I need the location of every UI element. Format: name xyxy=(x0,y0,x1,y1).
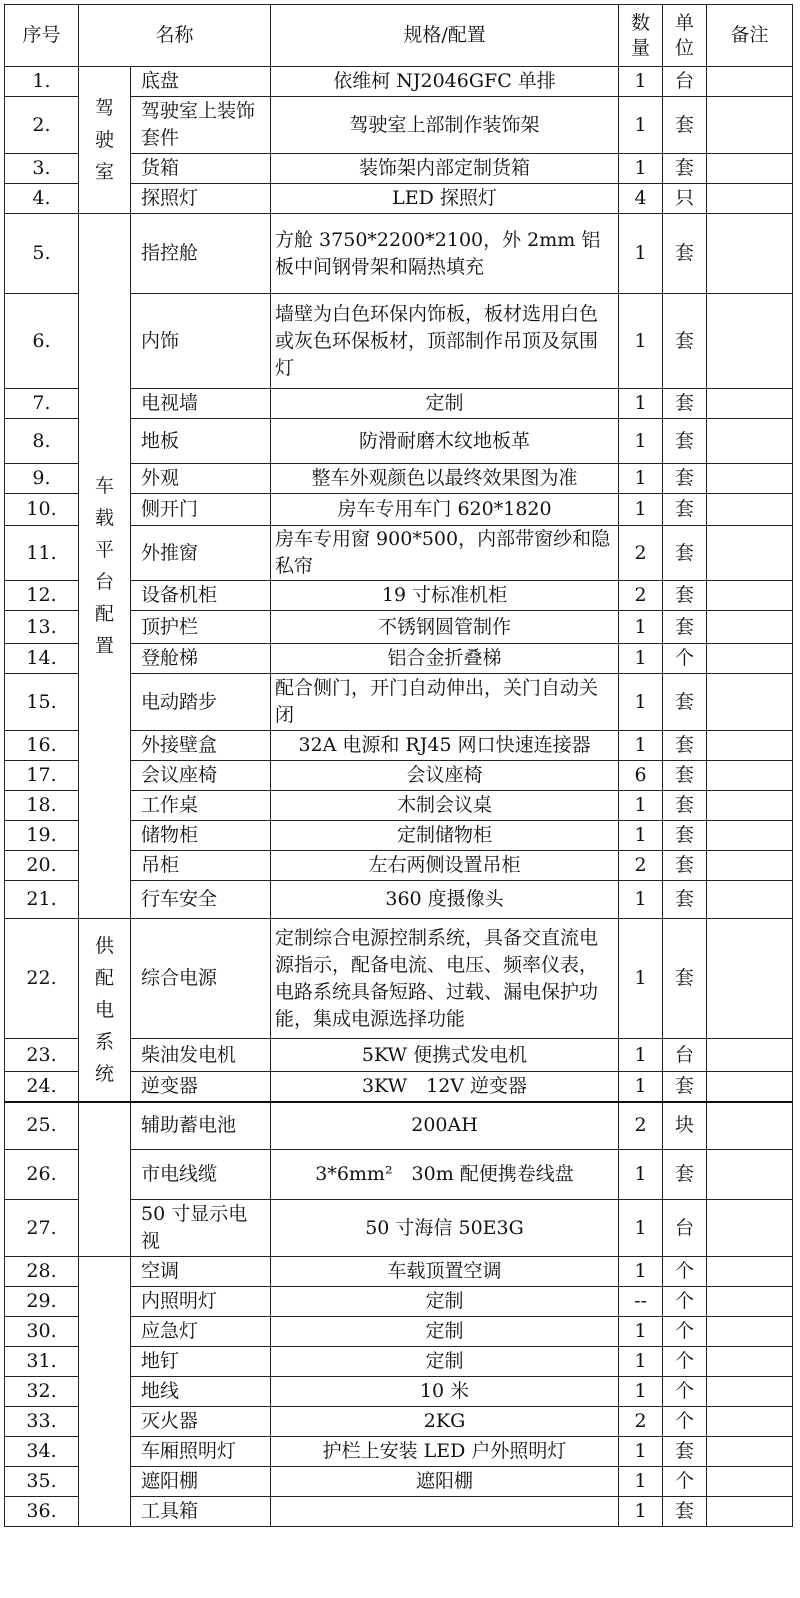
item-unit: 套 xyxy=(663,581,707,611)
item-note xyxy=(707,419,793,464)
item-name: 遮阳棚 xyxy=(131,1467,271,1497)
item-unit: 套 xyxy=(663,791,707,821)
item-spec: 防滑耐磨木纹地板革 xyxy=(271,419,619,464)
item-spec: 3KW 12V 逆变器 xyxy=(271,1072,619,1102)
equipment-spec-table xyxy=(4,4,793,1527)
item-quantity: 1 xyxy=(619,919,663,1039)
item-quantity: 1 xyxy=(619,1200,663,1257)
row-number: 24. xyxy=(5,1072,79,1102)
item-note xyxy=(707,1437,793,1467)
item-name: 驾驶室上装饰套件 xyxy=(131,97,271,154)
item-quantity: 1 xyxy=(619,419,663,464)
row-number: 1. xyxy=(5,67,79,97)
row-number: 20. xyxy=(5,851,79,881)
item-name: 货箱 xyxy=(131,154,271,184)
row-number: 6. xyxy=(5,294,79,389)
item-unit: 套 xyxy=(663,1150,707,1200)
item-name: 空调 xyxy=(131,1257,271,1287)
item-spec: 护栏上安装 LED 户外照明灯 xyxy=(271,1437,619,1467)
item-spec: 不锈钢圆管制作 xyxy=(271,611,619,644)
item-unit: 套 xyxy=(663,1072,707,1102)
item-spec: 房车专用车门 620*1820 xyxy=(271,494,619,526)
item-quantity: 4 xyxy=(619,184,663,214)
row-number: 13. xyxy=(5,611,79,644)
group-label: 驾驶室 xyxy=(94,97,114,183)
item-unit: 个 xyxy=(663,1347,707,1377)
item-spec: 定制 xyxy=(271,1317,619,1347)
item-spec: 5KW 便携式发电机 xyxy=(271,1039,619,1072)
item-note xyxy=(707,494,793,526)
item-name: 内照明灯 xyxy=(131,1287,271,1317)
item-unit: 台 xyxy=(663,67,707,97)
group-label: 车载平台配置 xyxy=(94,475,114,657)
item-note xyxy=(707,731,793,761)
table-row xyxy=(5,67,793,97)
row-number: 5. xyxy=(5,214,79,294)
item-name: 吊柜 xyxy=(131,851,271,881)
item-quantity: 1 xyxy=(619,214,663,294)
item-spec: 整车外观颜色以最终效果图为准 xyxy=(271,464,619,494)
item-unit: 只 xyxy=(663,184,707,214)
item-quantity: 1 xyxy=(619,464,663,494)
item-quantity: 1 xyxy=(619,294,663,389)
row-number: 2. xyxy=(5,97,79,154)
item-note xyxy=(707,821,793,851)
row-number: 9. xyxy=(5,464,79,494)
header-unit: 单位 xyxy=(663,5,707,67)
item-spec xyxy=(271,1497,619,1527)
item-quantity: 1 xyxy=(619,1150,663,1200)
item-spec: 遮阳棚 xyxy=(271,1467,619,1497)
item-name: 地板 xyxy=(131,419,271,464)
item-note xyxy=(707,611,793,644)
row-number: 23. xyxy=(5,1039,79,1072)
item-note xyxy=(707,1347,793,1377)
row-number: 10. xyxy=(5,494,79,526)
header-name: 名称 xyxy=(79,5,271,67)
item-unit: 套 xyxy=(663,674,707,731)
item-note xyxy=(707,1317,793,1347)
item-quantity: 1 xyxy=(619,389,663,419)
item-quantity: 1 xyxy=(619,1437,663,1467)
item-name: 市电线缆 xyxy=(131,1150,271,1200)
item-name: 外观 xyxy=(131,464,271,494)
item-unit: 块 xyxy=(663,1102,707,1150)
row-number: 33. xyxy=(5,1407,79,1437)
item-spec: 定制 xyxy=(271,1287,619,1317)
item-quantity: 1 xyxy=(619,791,663,821)
item-unit: 套 xyxy=(663,881,707,919)
item-name: 行车安全 xyxy=(131,881,271,919)
item-note xyxy=(707,881,793,919)
item-spec: 左右两侧设置吊柜 xyxy=(271,851,619,881)
item-spec: 依维柯 NJ2046GFC 单排 xyxy=(271,67,619,97)
item-unit: 套 xyxy=(663,389,707,419)
item-unit: 个 xyxy=(663,1407,707,1437)
item-unit: 套 xyxy=(663,97,707,154)
item-name: 底盘 xyxy=(131,67,271,97)
item-spec: 驾驶室上部制作装饰架 xyxy=(271,97,619,154)
row-number: 4. xyxy=(5,184,79,214)
item-unit: 套 xyxy=(663,1497,707,1527)
item-unit: 套 xyxy=(663,154,707,184)
item-quantity: 6 xyxy=(619,761,663,791)
row-number: 11. xyxy=(5,526,79,581)
table-row xyxy=(5,919,793,1039)
item-quantity: 1 xyxy=(619,97,663,154)
item-unit: 套 xyxy=(663,761,707,791)
item-quantity: 1 xyxy=(619,154,663,184)
item-unit: 套 xyxy=(663,214,707,294)
row-number: 26. xyxy=(5,1150,79,1200)
item-quantity: 1 xyxy=(619,674,663,731)
row-number: 32. xyxy=(5,1377,79,1407)
item-name: 工作桌 xyxy=(131,791,271,821)
item-name: 50 寸显示电视 xyxy=(131,1200,271,1257)
item-unit: 套 xyxy=(663,611,707,644)
item-spec: 墙壁为白色环保内饰板，板材选用白色或灰色环保板材，顶部制作吊顶及氛围灯 xyxy=(271,294,619,389)
item-quantity: 1 xyxy=(619,644,663,674)
item-name: 顶护栏 xyxy=(131,611,271,644)
item-unit: 台 xyxy=(663,1200,707,1257)
item-spec: 10 米 xyxy=(271,1377,619,1407)
item-note xyxy=(707,1407,793,1437)
item-quantity: 2 xyxy=(619,1407,663,1437)
row-number: 14. xyxy=(5,644,79,674)
item-name: 指控舱 xyxy=(131,214,271,294)
header-row xyxy=(5,5,793,67)
item-quantity: 1 xyxy=(619,1039,663,1072)
item-note xyxy=(707,67,793,97)
item-quantity: 1 xyxy=(619,821,663,851)
item-note xyxy=(707,1102,793,1150)
item-quantity: 1 xyxy=(619,67,663,97)
item-name: 应急灯 xyxy=(131,1317,271,1347)
row-number: 22. xyxy=(5,919,79,1039)
item-spec: 50 寸海信 50E3G xyxy=(271,1200,619,1257)
item-note xyxy=(707,791,793,821)
item-spec: 配合侧门，开门自动伸出，关门自动关闭 xyxy=(271,674,619,731)
item-name: 侧开门 xyxy=(131,494,271,526)
item-name: 探照灯 xyxy=(131,184,271,214)
item-unit: 个 xyxy=(663,1317,707,1347)
group-cell xyxy=(79,67,131,214)
row-number: 28. xyxy=(5,1257,79,1287)
header-note: 备注 xyxy=(707,5,793,67)
row-number: 19. xyxy=(5,821,79,851)
item-quantity: 1 xyxy=(619,1317,663,1347)
item-unit: 套 xyxy=(663,419,707,464)
item-note xyxy=(707,1039,793,1072)
item-unit: 个 xyxy=(663,1257,707,1287)
item-note xyxy=(707,644,793,674)
item-note xyxy=(707,1287,793,1317)
item-quantity: 2 xyxy=(619,851,663,881)
item-unit: 个 xyxy=(663,1377,707,1407)
item-note xyxy=(707,581,793,611)
item-note xyxy=(707,154,793,184)
item-name: 电动踏步 xyxy=(131,674,271,731)
row-number: 27. xyxy=(5,1200,79,1257)
item-quantity: 1 xyxy=(619,494,663,526)
item-unit: 套 xyxy=(663,464,707,494)
row-number: 15. xyxy=(5,674,79,731)
item-note xyxy=(707,526,793,581)
item-unit: 套 xyxy=(663,731,707,761)
row-number: 31. xyxy=(5,1347,79,1377)
item-spec: 定制储物柜 xyxy=(271,821,619,851)
item-spec: 19 寸标准机柜 xyxy=(271,581,619,611)
item-note xyxy=(707,464,793,494)
item-spec: 方舱 3750*2200*2100，外 2mm 铝板中间钢骨架和隔热填充 xyxy=(271,214,619,294)
item-unit: 个 xyxy=(663,1287,707,1317)
item-note xyxy=(707,1257,793,1287)
item-spec: 定制 xyxy=(271,389,619,419)
row-number: 16. xyxy=(5,731,79,761)
item-note xyxy=(707,761,793,791)
table-row xyxy=(5,214,793,294)
item-spec: 3*6mm² 30m 配便携卷线盘 xyxy=(271,1150,619,1200)
item-note xyxy=(707,184,793,214)
row-number: 34. xyxy=(5,1437,79,1467)
table-row xyxy=(5,1257,793,1287)
row-number: 8. xyxy=(5,419,79,464)
group-cell xyxy=(79,919,131,1102)
item-unit: 套 xyxy=(663,821,707,851)
group-cell xyxy=(79,1257,131,1527)
item-name: 车厢照明灯 xyxy=(131,1437,271,1467)
item-spec: 会议座椅 xyxy=(271,761,619,791)
item-spec: 2KG xyxy=(271,1407,619,1437)
item-note xyxy=(707,1200,793,1257)
table-row xyxy=(5,1102,793,1150)
item-name: 电视墙 xyxy=(131,389,271,419)
item-spec: 定制综合电源控制系统，具备交直流电源指示，配备电流、电压、频率仪表，电路系统具备短路、过载、漏电保护功能，集成电源选择功能 xyxy=(271,919,619,1039)
row-number: 12. xyxy=(5,581,79,611)
item-note xyxy=(707,389,793,419)
item-name: 辅助蓄电池 xyxy=(131,1102,271,1150)
item-note xyxy=(707,1377,793,1407)
item-note xyxy=(707,919,793,1039)
item-name: 灭火器 xyxy=(131,1407,271,1437)
row-number: 21. xyxy=(5,881,79,919)
item-name: 综合电源 xyxy=(131,919,271,1039)
item-name: 地钉 xyxy=(131,1347,271,1377)
item-unit: 台 xyxy=(663,1039,707,1072)
item-name: 储物柜 xyxy=(131,821,271,851)
item-spec: 木制会议桌 xyxy=(271,791,619,821)
item-quantity: 1 xyxy=(619,1257,663,1287)
row-number: 17. xyxy=(5,761,79,791)
row-number: 18. xyxy=(5,791,79,821)
item-note xyxy=(707,851,793,881)
item-name: 工具箱 xyxy=(131,1497,271,1527)
row-number: 36. xyxy=(5,1497,79,1527)
item-note xyxy=(707,674,793,731)
group-cell xyxy=(79,214,131,919)
item-spec: 32A 电源和 RJ45 网口快速连接器 xyxy=(271,731,619,761)
item-note xyxy=(707,1150,793,1200)
item-quantity: 1 xyxy=(619,1497,663,1527)
item-name: 设备机柜 xyxy=(131,581,271,611)
header-no: 序号 xyxy=(5,5,79,67)
item-quantity: 2 xyxy=(619,581,663,611)
item-name: 逆变器 xyxy=(131,1072,271,1102)
item-unit: 套 xyxy=(663,1437,707,1467)
item-quantity: 1 xyxy=(619,611,663,644)
item-quantity: 1 xyxy=(619,1347,663,1377)
item-spec: 200AH xyxy=(271,1102,619,1150)
item-quantity: 2 xyxy=(619,526,663,581)
item-spec: LED 探照灯 xyxy=(271,184,619,214)
item-unit: 套 xyxy=(663,494,707,526)
item-unit: 套 xyxy=(663,294,707,389)
header-qty: 数量 xyxy=(619,5,663,67)
item-unit: 个 xyxy=(663,1467,707,1497)
item-name: 柴油发电机 xyxy=(131,1039,271,1072)
item-note xyxy=(707,214,793,294)
item-quantity: 1 xyxy=(619,1467,663,1497)
item-quantity: 1 xyxy=(619,1072,663,1102)
item-note xyxy=(707,97,793,154)
item-spec: 装饰架内部定制货箱 xyxy=(271,154,619,184)
row-number: 7. xyxy=(5,389,79,419)
row-number: 35. xyxy=(5,1467,79,1497)
item-name: 会议座椅 xyxy=(131,761,271,791)
item-note xyxy=(707,1467,793,1497)
item-unit: 套 xyxy=(663,919,707,1039)
item-spec: 定制 xyxy=(271,1347,619,1377)
item-quantity: 1 xyxy=(619,881,663,919)
item-quantity: 1 xyxy=(619,1377,663,1407)
item-name: 内饰 xyxy=(131,294,271,389)
item-note xyxy=(707,294,793,389)
row-number: 30. xyxy=(5,1317,79,1347)
item-quantity: -- xyxy=(619,1287,663,1317)
header-spec: 规格/配置 xyxy=(271,5,619,67)
item-quantity: 1 xyxy=(619,731,663,761)
group-label: 供配电系统 xyxy=(94,934,114,1085)
item-unit: 套 xyxy=(663,851,707,881)
item-spec: 铝合金折叠梯 xyxy=(271,644,619,674)
item-note xyxy=(707,1072,793,1102)
item-name: 地线 xyxy=(131,1377,271,1407)
row-number: 3. xyxy=(5,154,79,184)
group-cell xyxy=(79,1102,131,1257)
row-number: 29. xyxy=(5,1287,79,1317)
item-spec: 360 度摄像头 xyxy=(271,881,619,919)
item-name: 外接壁盒 xyxy=(131,731,271,761)
item-note xyxy=(707,1497,793,1527)
item-spec: 车载顶置空调 xyxy=(271,1257,619,1287)
item-unit: 个 xyxy=(663,644,707,674)
item-name: 登舱梯 xyxy=(131,644,271,674)
item-unit: 套 xyxy=(663,526,707,581)
item-spec: 房车专用窗 900*500，内部带窗纱和隐私帘 xyxy=(271,526,619,581)
row-number: 25. xyxy=(5,1102,79,1150)
item-name: 外推窗 xyxy=(131,526,271,581)
item-quantity: 2 xyxy=(619,1102,663,1150)
